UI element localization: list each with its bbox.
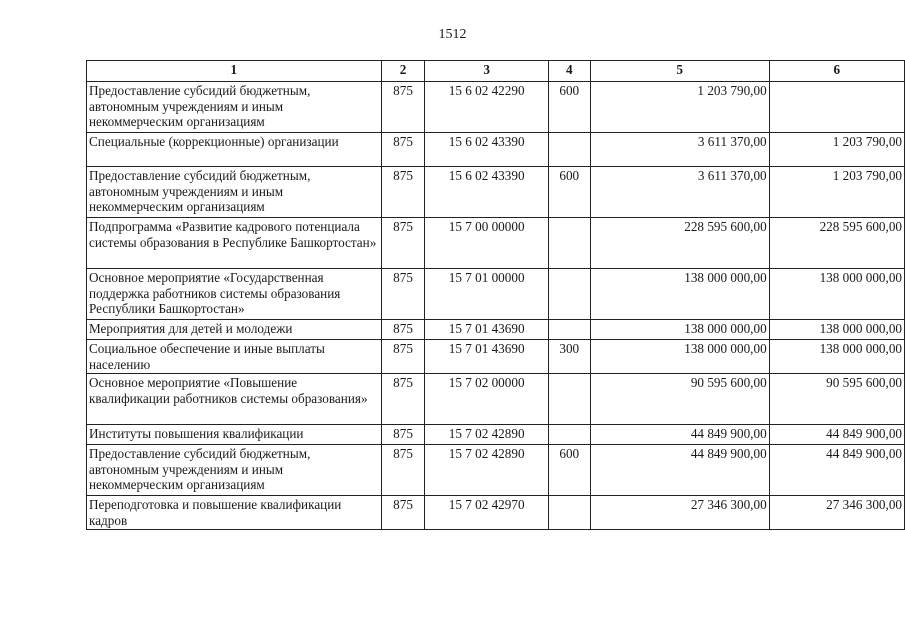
column-header: 5 [590, 61, 769, 82]
amount-col6: 138 000 000,00 [769, 269, 904, 320]
column-header: 1 [87, 61, 382, 82]
department-code: 875 [381, 340, 425, 374]
amount-col5: 27 346 300,00 [590, 496, 769, 530]
item-name: Социальное обеспечение и иные выплаты населению [87, 340, 382, 374]
budget-table [86, 60, 905, 530]
table-row [87, 425, 905, 445]
column-header: 3 [425, 61, 548, 82]
department-code: 875 [381, 496, 425, 530]
amount-col6: 138 000 000,00 [769, 340, 904, 374]
department-code: 875 [381, 374, 425, 425]
target-article: 15 6 02 43390 [425, 133, 548, 167]
item-name: Предоставление субсидий бюджетным, автономным учреждениям и иным некоммерческим организациям [87, 445, 382, 496]
expense-type: 600 [548, 167, 590, 218]
expense-type: 300 [548, 340, 590, 374]
amount-col6: 228 595 600,00 [769, 218, 904, 269]
target-article: 15 6 02 42290 [425, 82, 548, 133]
item-name: Предоставление субсидий бюджетным, автономным учреждениям и иным некоммерческим организациям [87, 167, 382, 218]
amount-col5: 3 611 370,00 [590, 167, 769, 218]
target-article: 15 7 00 00000 [425, 218, 548, 269]
target-article: 15 7 02 00000 [425, 374, 548, 425]
department-code: 875 [381, 82, 425, 133]
expense-type: 600 [548, 82, 590, 133]
amount-col5: 44 849 900,00 [590, 425, 769, 445]
department-code: 875 [381, 167, 425, 218]
amount-col6: 44 849 900,00 [769, 445, 904, 496]
amount-col6: 44 849 900,00 [769, 425, 904, 445]
table-row [87, 269, 905, 320]
item-name: Переподготовка и повышение квалификации кадров [87, 496, 382, 530]
item-name: Институты повышения квалификации [87, 425, 382, 445]
table-row [87, 218, 905, 269]
amount-col5: 44 849 900,00 [590, 445, 769, 496]
table-row [87, 320, 905, 340]
department-code: 875 [381, 445, 425, 496]
amount-col5: 90 595 600,00 [590, 374, 769, 425]
expense-type [548, 269, 590, 320]
table-row [87, 374, 905, 425]
item-name: Специальные (коррекционные) организации [87, 133, 382, 167]
amount-col5: 138 000 000,00 [590, 340, 769, 374]
item-name: Предоставление субсидий бюджетным, автономным учреждениям и иным некоммерческим организациям [87, 82, 382, 133]
target-article: 15 6 02 43390 [425, 167, 548, 218]
column-header: 2 [381, 61, 425, 82]
table-row [87, 133, 905, 167]
table-header-row [87, 61, 905, 82]
table-row [87, 445, 905, 496]
amount-col6: 1 203 790,00 [769, 167, 904, 218]
expense-type [548, 218, 590, 269]
item-name: Мероприятия для детей и молодежи [87, 320, 382, 340]
table-row [87, 167, 905, 218]
target-article: 15 7 01 00000 [425, 269, 548, 320]
amount-col6: 90 595 600,00 [769, 374, 904, 425]
expense-type [548, 425, 590, 445]
column-header: 4 [548, 61, 590, 82]
amount-col6 [769, 82, 904, 133]
target-article: 15 7 02 42890 [425, 425, 548, 445]
expense-type [548, 496, 590, 530]
expense-type: 600 [548, 445, 590, 496]
department-code: 875 [381, 320, 425, 340]
amount-col5: 138 000 000,00 [590, 320, 769, 340]
item-name: Подпрограмма «Развитие кадрового потенциала системы образования в Республике Башкортостан» [87, 218, 382, 269]
amount-col5: 1 203 790,00 [590, 82, 769, 133]
target-article: 15 7 01 43690 [425, 320, 548, 340]
table-row [87, 82, 905, 133]
table-row [87, 496, 905, 530]
item-name: Основное мероприятие «Повышение квалификации работников системы образования» [87, 374, 382, 425]
amount-col5: 138 000 000,00 [590, 269, 769, 320]
target-article: 15 7 02 42970 [425, 496, 548, 530]
department-code: 875 [381, 425, 425, 445]
target-article: 15 7 02 42890 [425, 445, 548, 496]
item-name: Основное мероприятие «Государственная поддержка работников системы образования Республики Башкортостан» [87, 269, 382, 320]
amount-col5: 228 595 600,00 [590, 218, 769, 269]
table-row [87, 340, 905, 374]
department-code: 875 [381, 133, 425, 167]
amount-col5: 3 611 370,00 [590, 133, 769, 167]
column-header: 6 [769, 61, 904, 82]
amount-col6: 27 346 300,00 [769, 496, 904, 530]
department-code: 875 [381, 269, 425, 320]
amount-col6: 138 000 000,00 [769, 320, 904, 340]
target-article: 15 7 01 43690 [425, 340, 548, 374]
page-number: 1512 [438, 27, 467, 42]
department-code: 875 [381, 218, 425, 269]
expense-type [548, 320, 590, 340]
amount-col6: 1 203 790,00 [769, 133, 904, 167]
expense-type [548, 374, 590, 425]
expense-type [548, 133, 590, 167]
